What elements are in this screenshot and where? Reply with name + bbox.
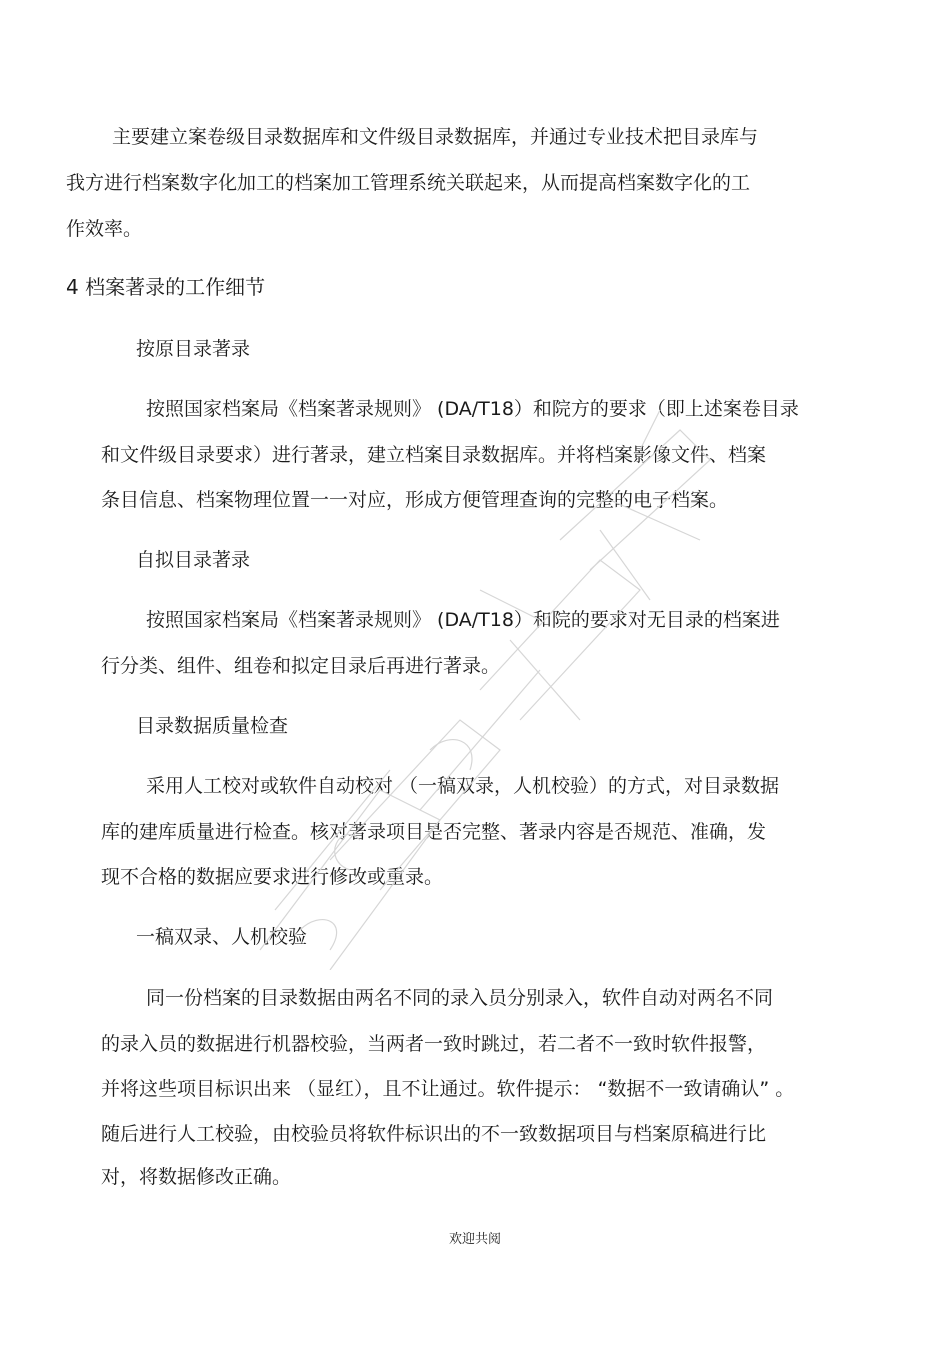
section-heading: 4 档案著录的工作细节 <box>66 275 266 299</box>
subheading-double-entry: 一稿双录、人机校验 <box>136 926 308 948</box>
original-catalog-line-3: 条目信息、档案物理位置一一对应，形成方便管理查询的完整的电子档案。 <box>101 489 729 511</box>
intro-line-2: 我方进行档案数字化加工的档案加工管理系统关联起来，从而提高档案数字化的工 <box>66 172 751 194</box>
self-catalog-line-2: 行分类、组件、组卷和拟定目录后再进行著录。 <box>101 655 501 677</box>
double-entry-line-3: 并将这些项目标识出来 （显红），且不让通过。软件提示： “数据不一致请确认” 。 <box>101 1078 795 1100</box>
double-entry-line-2: 的录入员的数据进行机器校验，当两者一致时跳过，若二者不一致时软件报警， <box>101 1033 767 1055</box>
quality-check-line-3: 现不合格的数据应要求进行修改或重录。 <box>101 866 444 888</box>
double-entry-line-1: 同一份档案的目录数据由两名不同的录入员分别录入，软件自动对两名不同 <box>146 987 774 1009</box>
original-catalog-line-2: 和文件级目录要求）进行著录，建立档案目录数据库。并将档案影像文件、档案 <box>101 444 767 466</box>
intro-line-1: 主要建立案卷级目录数据库和文件级目录数据库，并通过专业技术把目录库与 <box>112 126 759 148</box>
subheading-quality-check: 目录数据质量检查 <box>136 715 289 737</box>
self-catalog-line-1: 按照国家档案局《档案著录规则》 (DA/T18）和院的要求对无目录的档案进 <box>146 609 780 631</box>
original-catalog-line-1: 按照国家档案局《档案著录规则》 (DA/T18）和院方的要求（即上述案卷目录 <box>146 398 799 420</box>
double-entry-line-5: 对，将数据修改正确。 <box>101 1166 292 1188</box>
quality-check-line-1: 采用人工校对或软件自动校对 （一稿双录，人机校验）的方式，对目录数据 <box>146 775 780 797</box>
quality-check-line-2: 库的建库质量进行检查。核对著录项目是否完整、著录内容是否规范、准确，发 <box>101 821 767 843</box>
subheading-original-catalog: 按原目录著录 <box>136 338 251 360</box>
subheading-self-catalog: 自拟目录著录 <box>136 549 251 571</box>
page-footer: 欢迎共阅 <box>448 1232 501 1247</box>
intro-line-3: 作效率。 <box>66 218 143 240</box>
double-entry-line-4: 随后进行人工校验，由校验员将软件标识出的不一致数据项目与档案原稿进行比 <box>101 1123 767 1145</box>
